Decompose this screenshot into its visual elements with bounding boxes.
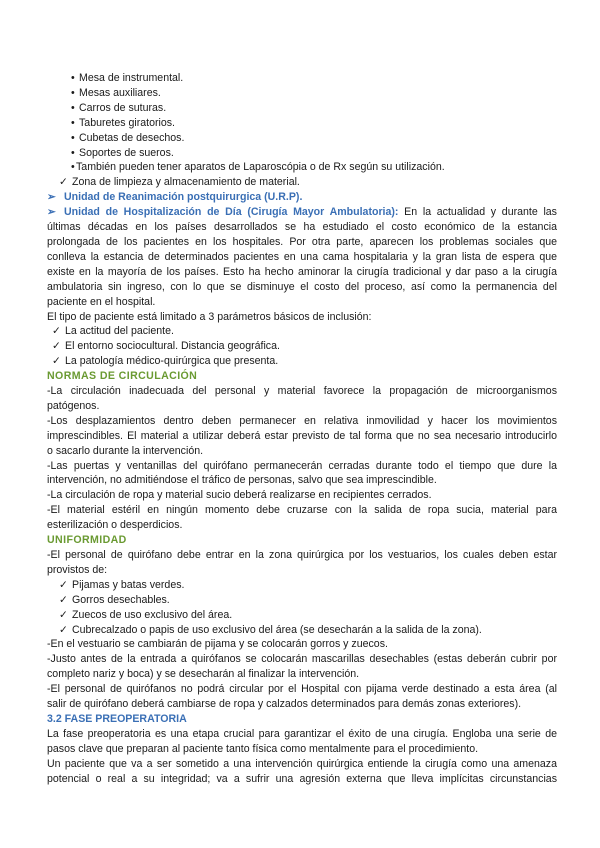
paragraph-line: -La circulación inadecuada del personal y material favorece la propagación de microorganismos	[47, 385, 557, 398]
paragraph-line: pasos clave que preparan al paciente tanto física como mentalmente para el procedimiento.	[47, 742, 479, 755]
paragraph-line: -En el vestuario se cambiarán de pijama y se colocarán gorros y zuecos.	[47, 638, 388, 651]
list-item: ✓ La actitud del paciente.	[52, 325, 174, 338]
paragraph-line: últimas décadas en los países desarrollados se ha estudiado el costo económico de la estancia	[47, 221, 557, 234]
equipment-list	[47, 71, 557, 175]
paragraph-line: imprescindibles. El material a utilizar deberá estar previsto de tal forma que no sea necesario introducirlo	[47, 429, 557, 442]
inclusion-intro: El tipo de paciente está limitado a 3 parámetros básicos de inclusión:	[47, 310, 372, 323]
list-item: • Carros de suturas.	[71, 101, 167, 114]
day-hospital-heading: ➢ Unidad de Hospitalización de Día (Cirugía Mayor Ambulatoria):	[47, 206, 399, 219]
paragraph-line: patógenos.	[47, 399, 100, 412]
list-item: ✓ La patología médico-quirúrgica que presenta.	[52, 355, 279, 368]
preop-heading: 3.2 FASE PREOPERATORIA	[47, 712, 187, 725]
paragraph-line: -El personal de quirófano debe entrar en la zona quirúrgica por los vestuarios, los cuales deben estar	[47, 549, 557, 561]
document-body	[47, 71, 557, 787]
check-icon: ✓	[52, 325, 61, 338]
bullet-icon: •	[71, 101, 75, 114]
paragraph-line: o sacarlo durante la intervención.	[47, 444, 204, 457]
paragraph-line: -Justo antes de la entrada a quirófanos se colocarán mascarillas desechables (estas deberán cubrir por	[47, 653, 557, 666]
list-item: • Mesa de instrumental.	[71, 72, 184, 84]
paragraph-line: -El material estéril en ningún momento debe cruzarse con la salida de ropa sucia, material para	[47, 504, 557, 517]
paragraph-line: intervención, no admitiéndose el tráfico de personas, salvo que sea imprescindible.	[47, 474, 437, 487]
list-item: ✓ Pijamas y batas verdes.	[59, 578, 185, 591]
paragraph-line: paciente en el hospital.	[47, 295, 156, 308]
preop-section	[47, 727, 557, 787]
paragraph-line: ➢ Unidad de Hospitalización de Día (Cirugía Mayor Ambulatoria): En la actualidad y durante las	[47, 206, 557, 219]
bullet-icon: •	[71, 161, 75, 174]
check-icon: ✓	[52, 355, 61, 368]
paragraph-line: ambulatoria sin ingreso, con lo que se disminuye el costo del proceso, así como la permanencia del	[47, 280, 557, 293]
circulation-heading: NORMAS DE CIRCULACIÓN	[47, 370, 198, 383]
paragraph-line: La fase preoperatoria es una etapa crucial para garantizar el éxito de una cirugía. Engloba una serie de	[47, 727, 557, 740]
urp-heading: ➢ Unidad de Reanimación postquirurgica (U.R.P).	[47, 191, 303, 204]
paragraph-line: provistos de:	[47, 563, 108, 576]
arrow-bullet-icon: ➢	[47, 206, 56, 219]
paragraph-line: conlleva la estancia de determinados pacientes en una cama hospitalaria y la gran lista de espera que	[47, 250, 557, 263]
bullet-icon: •	[71, 131, 75, 144]
cleaning-zone-item: ✓ Zona de limpieza y almacenamiento de material.	[59, 176, 300, 189]
list-item: • Soportes de sueros.	[71, 146, 174, 159]
paragraph-line: Un paciente que va a ser sometido a una intervención quirúrgica entiende la cirugía como una amenaza	[47, 757, 557, 770]
check-icon: ✓	[59, 578, 68, 591]
list-item: ✓ Gorros desechables.	[59, 593, 170, 606]
list-item: • Mesas auxiliares.	[71, 86, 161, 99]
list-item: ✓ El entorno sociocultural. Distancia geográfica.	[52, 340, 280, 353]
paragraph-line: salir de quirófano deberá cambiarse de ropa y calzados determinados para demás zonas exteriores).	[47, 698, 522, 711]
paragraph-line: existe en la mayoría de los países. Esto ha hecho aminorar la cirugía tradicional y dar paso a la cirugía	[47, 265, 557, 278]
day-hospital-paragraph	[47, 205, 557, 309]
check-icon: ✓	[59, 176, 68, 189]
check-icon: ✓	[52, 340, 61, 353]
list-item: • Taburetes giratorios.	[71, 116, 175, 129]
check-icon: ✓	[59, 623, 68, 636]
paragraph-line: -Los desplazamientos dentro deben permanecer en relativa inmovilidad y hacer los movimientos	[47, 414, 557, 427]
bullet-icon: •	[71, 72, 75, 84]
paragraph-line: -La circulación de ropa y material sucio deberá realizarse en recipientes cerrados.	[47, 489, 432, 502]
arrow-bullet-icon: ➢	[47, 191, 56, 204]
uniform-heading: UNIFORMIDAD	[47, 534, 127, 547]
paragraph-line: completo nariz y boca) y se desecharán al finalizar la intervención.	[47, 668, 360, 681]
bullet-icon: •	[71, 86, 75, 99]
list-item: •También pueden tener aparatos de Laparoscópia o de Rx según su utilización.	[71, 161, 445, 174]
list-item: ✓ Zuecos de uso exclusivo del área.	[59, 608, 233, 621]
list-item: ✓ Cubrecalzado o papis de uso exclusivo del área (se desecharán a la salida de la zona).	[59, 623, 482, 636]
inclusion-criteria-list	[47, 324, 557, 369]
check-icon: ✓	[59, 593, 68, 606]
check-icon: ✓	[59, 608, 68, 621]
bullet-icon: •	[71, 116, 75, 129]
uniform-section	[47, 548, 557, 712]
list-item: • Cubetas de desechos.	[71, 131, 185, 144]
paragraph-line: -El personal de quirófanos no podrá circular por el Hospital con pijama verde destinado a esta área (al	[47, 683, 557, 696]
paragraph-line: esterilización o desperdicios.	[47, 519, 183, 532]
circulation-section	[47, 384, 557, 533]
paragraph-line: potencial o real a su integridad; va a sufrir una agresión externa que lleva implícitas circunstancias	[47, 772, 557, 785]
paragraph-line: -Las puertas y ventanillas del quirófano permanecerán cerradas durante todo el tiempo que dure la	[47, 459, 557, 472]
paragraph-line: prolongada de los pacientes en los hospitales. Por otra parte, aparecen los problemas sociales que	[47, 235, 557, 248]
bullet-icon: •	[71, 146, 75, 159]
